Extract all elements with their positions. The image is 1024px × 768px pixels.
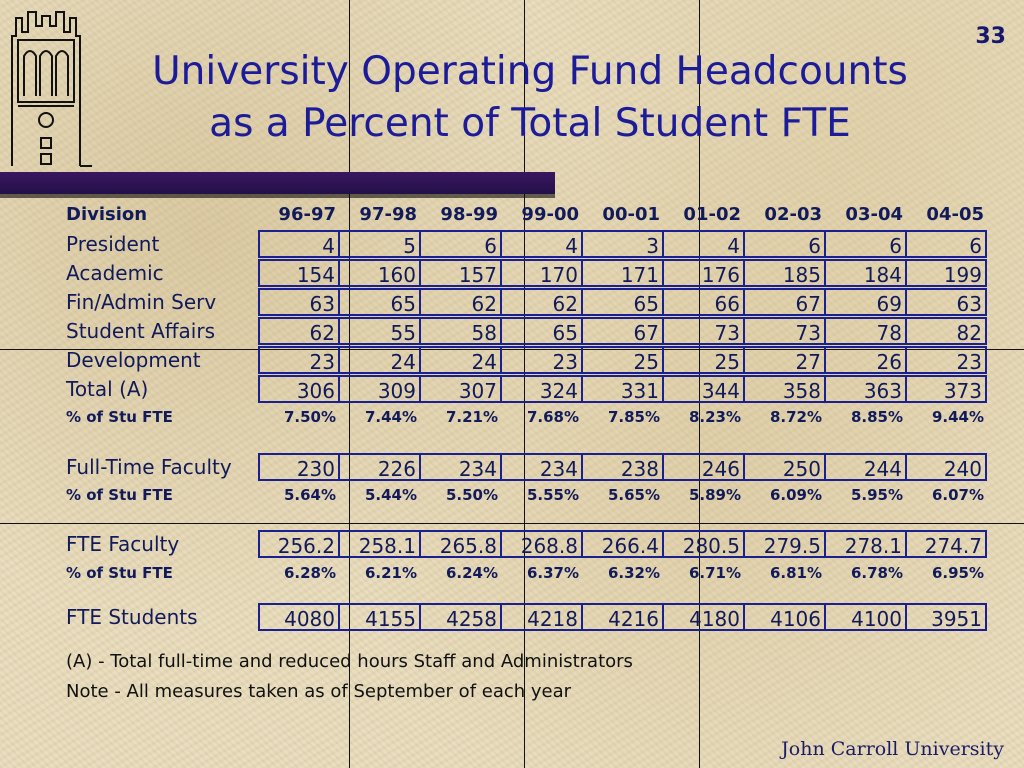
table-cell: 5.55%: [526, 486, 579, 504]
table-cell: 279.5: [744, 530, 825, 558]
table-cell: 154: [258, 259, 339, 287]
footnote-note: Note - All measures taken as of September of each year: [66, 681, 572, 702]
table-cell: 358: [744, 375, 825, 403]
footnote-a: (A) - Total full-time and reduced hours Staff and Administrators: [66, 651, 633, 672]
table-cell: 4180: [663, 603, 744, 631]
table-cell: 278.1: [825, 530, 906, 558]
table-cell: 4218: [501, 603, 582, 631]
table-cell: 344: [663, 375, 744, 403]
table-cell: 7.21%: [445, 408, 498, 426]
table-cell: 4100: [825, 603, 906, 631]
table-cell: 6.95%: [931, 564, 984, 582]
table-cell: 185: [744, 259, 825, 287]
row-label: Development: [66, 348, 201, 372]
table-cell: 66: [663, 288, 744, 316]
table-cell: 62: [258, 317, 339, 345]
table-cell: 24: [420, 346, 501, 374]
table-cell: 6.28%: [283, 564, 336, 582]
table-cell: 6: [825, 230, 906, 258]
table-cell: 4080: [258, 603, 339, 631]
title-underline-bar: [0, 172, 555, 194]
table-row-president: [0, 230, 1024, 258]
table-cell: 4: [663, 230, 744, 258]
table-cell: 157: [420, 259, 501, 287]
table-cell: 234: [420, 453, 501, 481]
university-tower-logo: [6, 6, 96, 172]
table-cell: 160: [339, 259, 420, 287]
table-cell: 5.65%: [607, 486, 660, 504]
table-cell: 230: [258, 453, 339, 481]
table-cell: 171: [582, 259, 663, 287]
table-row-fte-faculty-pct: [0, 559, 1024, 587]
table-row-student-affairs: [0, 317, 1024, 345]
table-cell: 62: [501, 288, 582, 316]
table-row-ft-faculty-pct: [0, 481, 1024, 509]
table-cell: 23: [501, 346, 582, 374]
row-label: FTE Students: [66, 605, 198, 629]
table-cell: 5: [339, 230, 420, 258]
table-cell: 199: [906, 259, 987, 287]
year-header: 00-01: [602, 204, 660, 225]
table-cell: 309: [339, 375, 420, 403]
title-line-2: as a Percent of Total Student FTE: [209, 101, 851, 146]
table-cell: 238: [582, 453, 663, 481]
footer-university-name: John Carroll University: [781, 738, 1004, 760]
table-cell: 306: [258, 375, 339, 403]
table-cell: 5.95%: [850, 486, 903, 504]
table-cell: 6.09%: [769, 486, 822, 504]
table-cell: 6: [906, 230, 987, 258]
table-cell: 280.5: [663, 530, 744, 558]
year-header: 96-97: [278, 204, 336, 225]
table-cell: 6: [420, 230, 501, 258]
table-cell: 5.64%: [283, 486, 336, 504]
table-cell: 25: [663, 346, 744, 374]
table-cell: 6.78%: [850, 564, 903, 582]
table-cell: 6: [744, 230, 825, 258]
table-cell: 373: [906, 375, 987, 403]
table-cell: 23: [906, 346, 987, 374]
table-cell: 6.24%: [445, 564, 498, 582]
table-cell: 67: [744, 288, 825, 316]
table-cell: 6.21%: [364, 564, 417, 582]
table-cell: 268.8: [501, 530, 582, 558]
table-cell: 3951: [906, 603, 987, 631]
year-header: 97-98: [359, 204, 417, 225]
table-cell: 4258: [420, 603, 501, 631]
table-cell: 5.44%: [364, 486, 417, 504]
table-cell: 363: [825, 375, 906, 403]
table-cell: 6.32%: [607, 564, 660, 582]
row-label: Total (A): [66, 377, 149, 401]
table-cell: 274.7: [906, 530, 987, 558]
table-cell: 250: [744, 453, 825, 481]
table-header-row: [0, 201, 1024, 229]
table-cell: 73: [663, 317, 744, 345]
table-cell: 8.72%: [769, 408, 822, 426]
slide-title: [110, 46, 950, 150]
year-header: 98-99: [440, 204, 498, 225]
table-cell: 55: [339, 317, 420, 345]
table-cell: 7.50%: [283, 408, 336, 426]
row-label: Full-Time Faculty: [66, 455, 232, 479]
table-cell: 62: [420, 288, 501, 316]
table-row-total: [0, 375, 1024, 403]
row-label: Fin/Admin Serv: [66, 290, 217, 314]
table-cell: 265.8: [420, 530, 501, 558]
table-row-development: [0, 346, 1024, 374]
row-label: Student Affairs: [66, 319, 216, 343]
table-cell: 8.23%: [688, 408, 741, 426]
table-cell: 258.1: [339, 530, 420, 558]
table-cell: 176: [663, 259, 744, 287]
table-cell: 256.2: [258, 530, 339, 558]
table-cell: 6.07%: [931, 486, 984, 504]
table-cell: 324: [501, 375, 582, 403]
year-header: 04-05: [926, 204, 984, 225]
slide-number: 33: [975, 24, 1006, 49]
table-cell: 7.85%: [607, 408, 660, 426]
table-cell: 25: [582, 346, 663, 374]
table-row-academic: [0, 259, 1024, 287]
table-cell: 4: [501, 230, 582, 258]
table-cell: 26: [825, 346, 906, 374]
row-label: Academic: [66, 261, 164, 285]
table-cell: 27: [744, 346, 825, 374]
table-cell: 4106: [744, 603, 825, 631]
table-cell: 63: [906, 288, 987, 316]
table-cell: 5.89%: [688, 486, 741, 504]
table-cell: 4: [258, 230, 339, 258]
title-line-1: University Operating Fund Headcounts: [152, 49, 908, 94]
table-cell: 65: [339, 288, 420, 316]
table-cell: 246: [663, 453, 744, 481]
table-cell: 4155: [339, 603, 420, 631]
table-cell: 234: [501, 453, 582, 481]
table-cell: 7.68%: [526, 408, 579, 426]
table-cell: 6.37%: [526, 564, 579, 582]
row-label: % of Stu FTE: [66, 486, 173, 504]
table-cell: 65: [582, 288, 663, 316]
row-label: FTE Faculty: [66, 532, 180, 556]
table-row-finadmin: [0, 288, 1024, 316]
table-cell: 67: [582, 317, 663, 345]
table-cell: 58: [420, 317, 501, 345]
table-cell: 78: [825, 317, 906, 345]
year-header: 02-03: [764, 204, 822, 225]
table-cell: 65: [501, 317, 582, 345]
table-cell: 8.85%: [850, 408, 903, 426]
table-cell: 307: [420, 375, 501, 403]
table-cell: 7.44%: [364, 408, 417, 426]
table-cell: 170: [501, 259, 582, 287]
table-cell: 244: [825, 453, 906, 481]
table-cell: 4216: [582, 603, 663, 631]
row-label: % of Stu FTE: [66, 408, 173, 426]
year-header: 03-04: [845, 204, 903, 225]
table-cell: 240: [906, 453, 987, 481]
table-row-fte-faculty: [0, 530, 1024, 558]
table-cell: 63: [258, 288, 339, 316]
guide-line-horizontal-2: [0, 523, 1024, 524]
table-cell: 23: [258, 346, 339, 374]
year-header: 01-02: [683, 204, 741, 225]
table-cell: 24: [339, 346, 420, 374]
table-cell: 5.50%: [445, 486, 498, 504]
table-row-fte-students: [0, 603, 1024, 631]
division-header: Division: [66, 204, 148, 225]
table-cell: 331: [582, 375, 663, 403]
table-cell: 73: [744, 317, 825, 345]
table-cell: 9.44%: [931, 408, 984, 426]
table-cell: 69: [825, 288, 906, 316]
table-cell: 184: [825, 259, 906, 287]
row-label: % of Stu FTE: [66, 564, 173, 582]
table-cell: 226: [339, 453, 420, 481]
table-cell: 266.4: [582, 530, 663, 558]
table-cell: 6.71%: [688, 564, 741, 582]
year-header: 99-00: [521, 204, 579, 225]
table-cell: 82: [906, 317, 987, 345]
table-row-total-pct: [0, 403, 1024, 431]
table-cell: 6.81%: [769, 564, 822, 582]
table-row-ft-faculty: [0, 453, 1024, 481]
row-label: President: [66, 232, 160, 256]
table-cell: 3: [582, 230, 663, 258]
